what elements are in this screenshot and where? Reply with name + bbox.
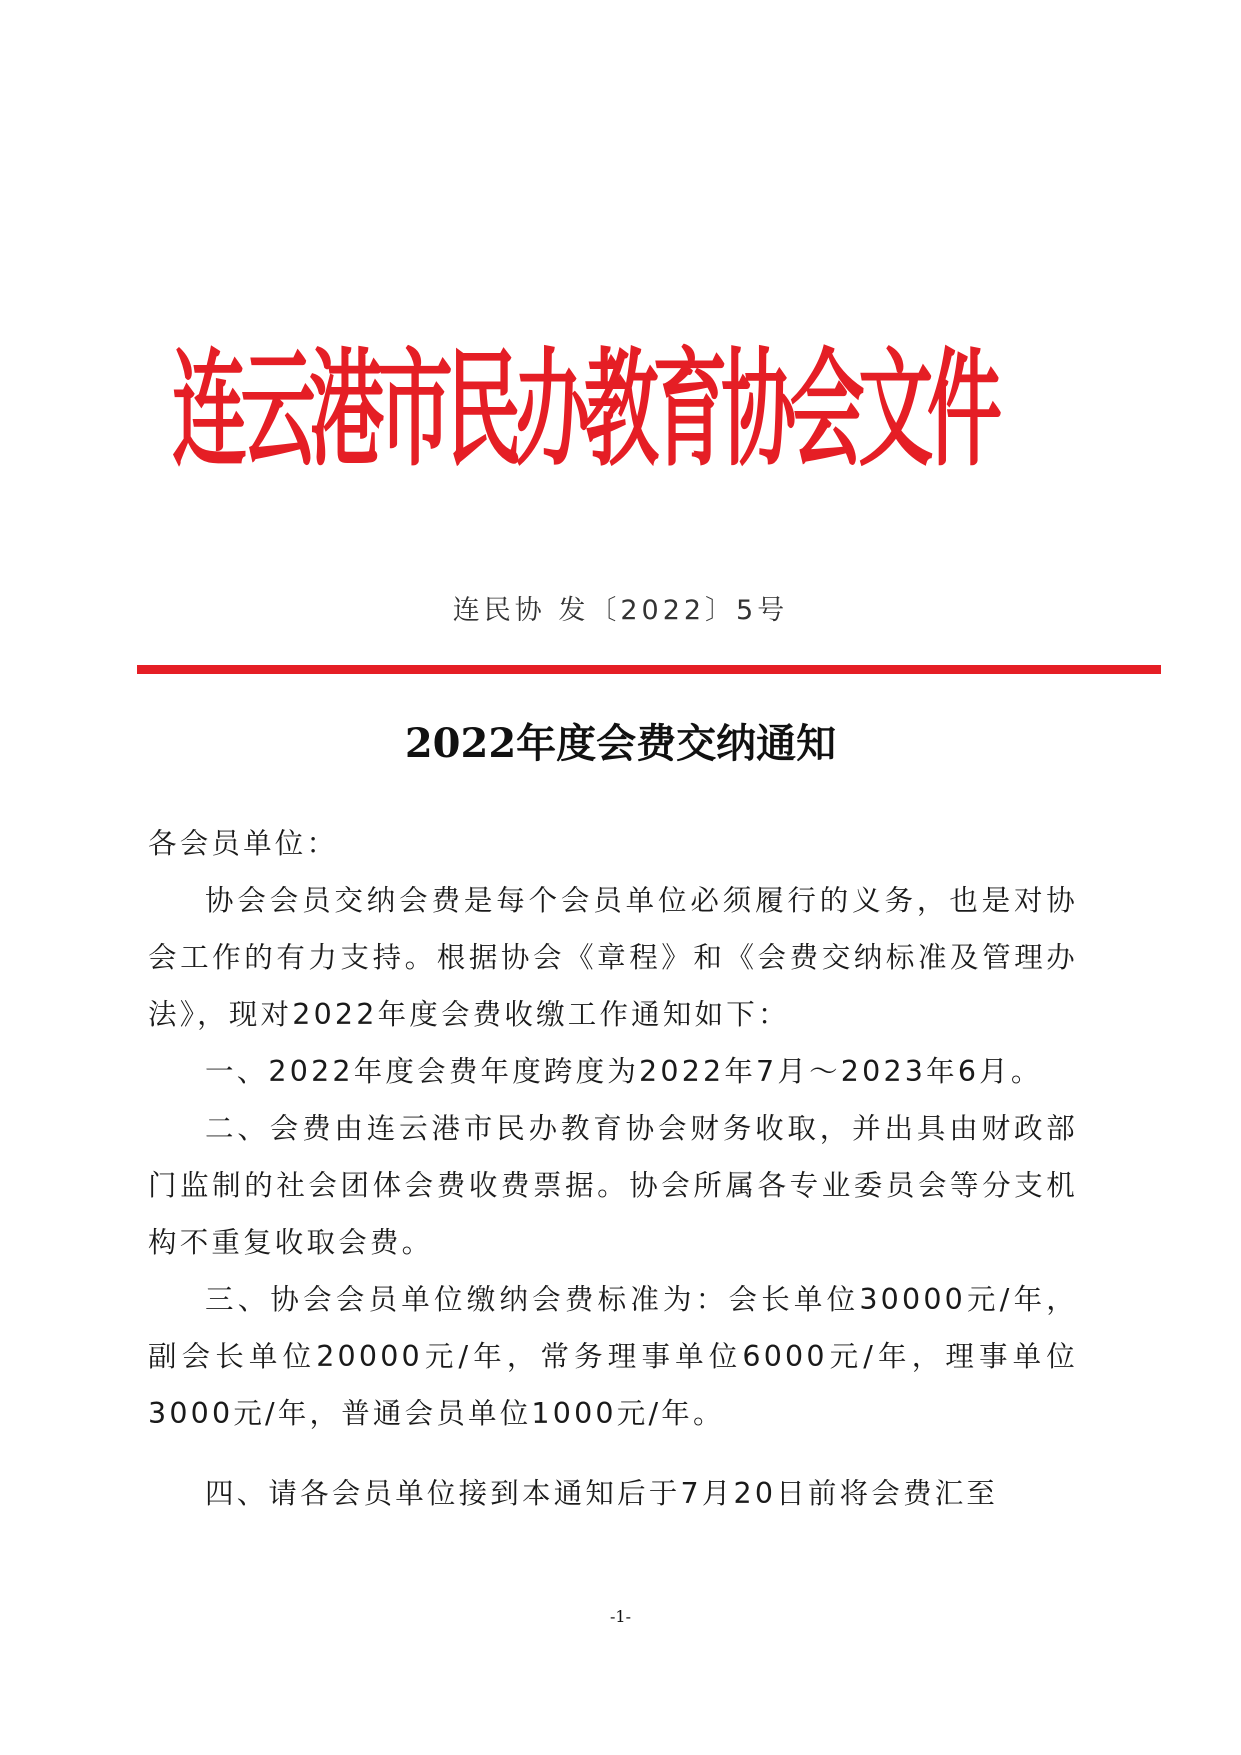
intro-paragraph: 协会会员交纳会费是每个会员单位必须履行的义务，也是对协会工作的有力支持。根据协会《章程》和《会费交纳标准及管理办法》，现对2022年度会费收缴工作通知如下： [148, 884, 1078, 1031]
item-4-payment-deadline: 四、请各会员单位接到本通知后于7月20日前将会费汇至 [205, 1477, 999, 1510]
red-divider-line [137, 665, 1161, 674]
item-1-fee-period: 一、2022年度会费年度跨度为2022年7月～2023年6月。 [205, 1055, 1043, 1088]
item-2-fee-collection: 二、会费由连云港市民办教育协会财务收取，并出具由财政部门监制的社会团体会费收费票据。协会所属各专业委员会等分支机构不重复收取会费。 [148, 1112, 1078, 1259]
page-number: -1- [610, 1607, 631, 1626]
item-3-fee-standards: 三、协会会员单位缴纳会费标准为：会长单位30000元/年，副会长单位20000元/年，常务理事单位6000元/年，理事单位3000元/年，普通会员单位1000元/年。 [148, 1283, 1078, 1430]
document-number: 连民协 发〔2022〕5号 [452, 595, 789, 626]
salutation: 各会员单位： [148, 827, 339, 860]
notice-title: 2022年度会费交纳通知 [404, 720, 837, 767]
document-header-title: 连云港市民办教育协会文件 [172, 334, 996, 484]
notice-body [148, 815, 1078, 1522]
